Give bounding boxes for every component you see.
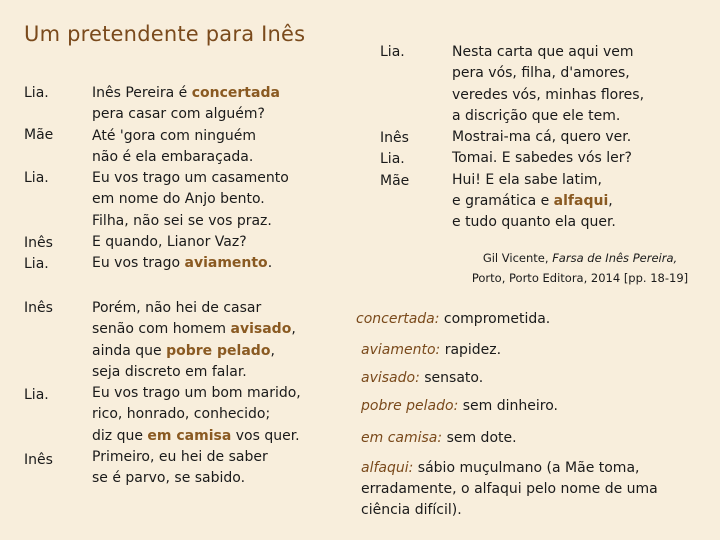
verse-line: Hui! E ela sabe latim, [452, 171, 602, 188]
speaker-label: Lia. [24, 85, 49, 101]
verse-line: Até 'gora com ninguém [92, 127, 256, 144]
speaker-label: Inês [380, 130, 409, 146]
verse-line: e tudo quanto ela quer. [452, 214, 616, 231]
glossed-word: alfaqui [553, 193, 609, 210]
glossed-word: concertada [191, 85, 280, 101]
glossary-item [361, 458, 696, 521]
glossary-term: alfaqui: [361, 460, 414, 476]
glossary-item [361, 368, 483, 389]
verse-line: a discrição que ele tem. [452, 107, 621, 124]
glossary-term: pobre pelado: [361, 398, 459, 414]
verse-line: E quando, Lianor Vaz? [92, 234, 247, 251]
citation-work: Farsa de Inês Pereira, [552, 251, 678, 265]
glossed-word: avisado [230, 321, 292, 338]
verse-line: pera vós, filha, d'amores, [452, 65, 630, 82]
glossary-term: em camisa: [361, 430, 443, 446]
speaker-label: Mãe [24, 127, 54, 143]
speaker-label: Lia. [24, 387, 49, 403]
citation-author: Gil Vicente, [482, 251, 549, 265]
glossary-item [361, 428, 517, 449]
verse-line: e gramática e alfaqui, [452, 193, 613, 210]
verse-line: pera casar com alguém? [92, 106, 265, 123]
glossary-definition: sensato. [424, 370, 484, 386]
speaker-label: Mãe [380, 173, 410, 189]
verse-line: não é ela embaraçada. [92, 148, 254, 165]
verse-line: Nesta carta que aqui vem [452, 44, 634, 60]
verse-block-right [452, 42, 644, 234]
glossary-definition: sem dinheiro. [462, 398, 558, 414]
glossed-word: em camisa [147, 427, 232, 444]
verse-line: rico, honrado, conhecido; [92, 406, 271, 423]
verse-block-1 [92, 83, 289, 275]
citation [465, 248, 695, 288]
glossary-item [356, 309, 550, 330]
verse-line: Mostrai-ma cá, quero ver. [452, 129, 632, 146]
verse-line: Primeiro, eu hei de saber [92, 449, 268, 466]
verse-block-2 [92, 298, 301, 490]
glossary-term: aviamento: [361, 342, 441, 358]
glossary-definition: comprometida. [443, 311, 551, 327]
verse-line: Porém, não hei de casar [92, 300, 262, 316]
glossary-definition: rapidez. [444, 342, 502, 358]
glossed-word: aviamento [184, 255, 268, 272]
citation-publisher: Porto, Porto Editora, 2014 [pp. 18-19] [471, 271, 689, 285]
verse-line: Eu vos trago um bom marido, [92, 385, 301, 402]
speaker-label: Lia. [380, 151, 405, 167]
verse-line: senão com homem avisado, [92, 321, 296, 338]
verse-line: se é parvo, se sabido. [92, 470, 246, 487]
verse-line: ainda que pobre pelado, [92, 342, 275, 359]
verse-line: Eu vos trago aviamento. [92, 255, 273, 272]
glossed-word: pobre pelado [166, 342, 271, 359]
speaker-label: Inês [24, 452, 53, 468]
verse-line: em nome do Anjo bento. [92, 191, 265, 208]
speaker-label: Lia. [24, 170, 49, 186]
speaker-label: Lia. [24, 256, 49, 272]
glossary-term: avisado: [361, 370, 420, 386]
glossary-definition: sem dote. [446, 430, 517, 446]
glossary-term: concertada: [356, 311, 440, 327]
page-title: Um pretendente para Inês [24, 22, 306, 46]
verse-line: veredes vós, minhas flores, [452, 86, 645, 103]
verse-line: Tomai. E sabedes vós ler? [452, 150, 632, 167]
verse-line: diz que em camisa vos quer. [92, 427, 300, 444]
glossary-item [361, 340, 501, 361]
verse-line: Inês Pereira é concertada [92, 85, 280, 101]
verse-line: seja discreto em falar. [92, 363, 247, 380]
speaker-label: Lia. [380, 44, 405, 60]
verse-line: Filha, não sei se vos praz. [92, 212, 272, 229]
speaker-label: Inês [24, 300, 53, 316]
glossary-item [361, 396, 558, 417]
glossary-definition: sábio muçulmano (a Mãe toma, erradamente, o alfaqui pelo nome de uma ciência difícil). [361, 460, 658, 518]
speaker-label: Inês [24, 235, 53, 251]
verse-line: Eu vos trago um casamento [92, 170, 289, 187]
